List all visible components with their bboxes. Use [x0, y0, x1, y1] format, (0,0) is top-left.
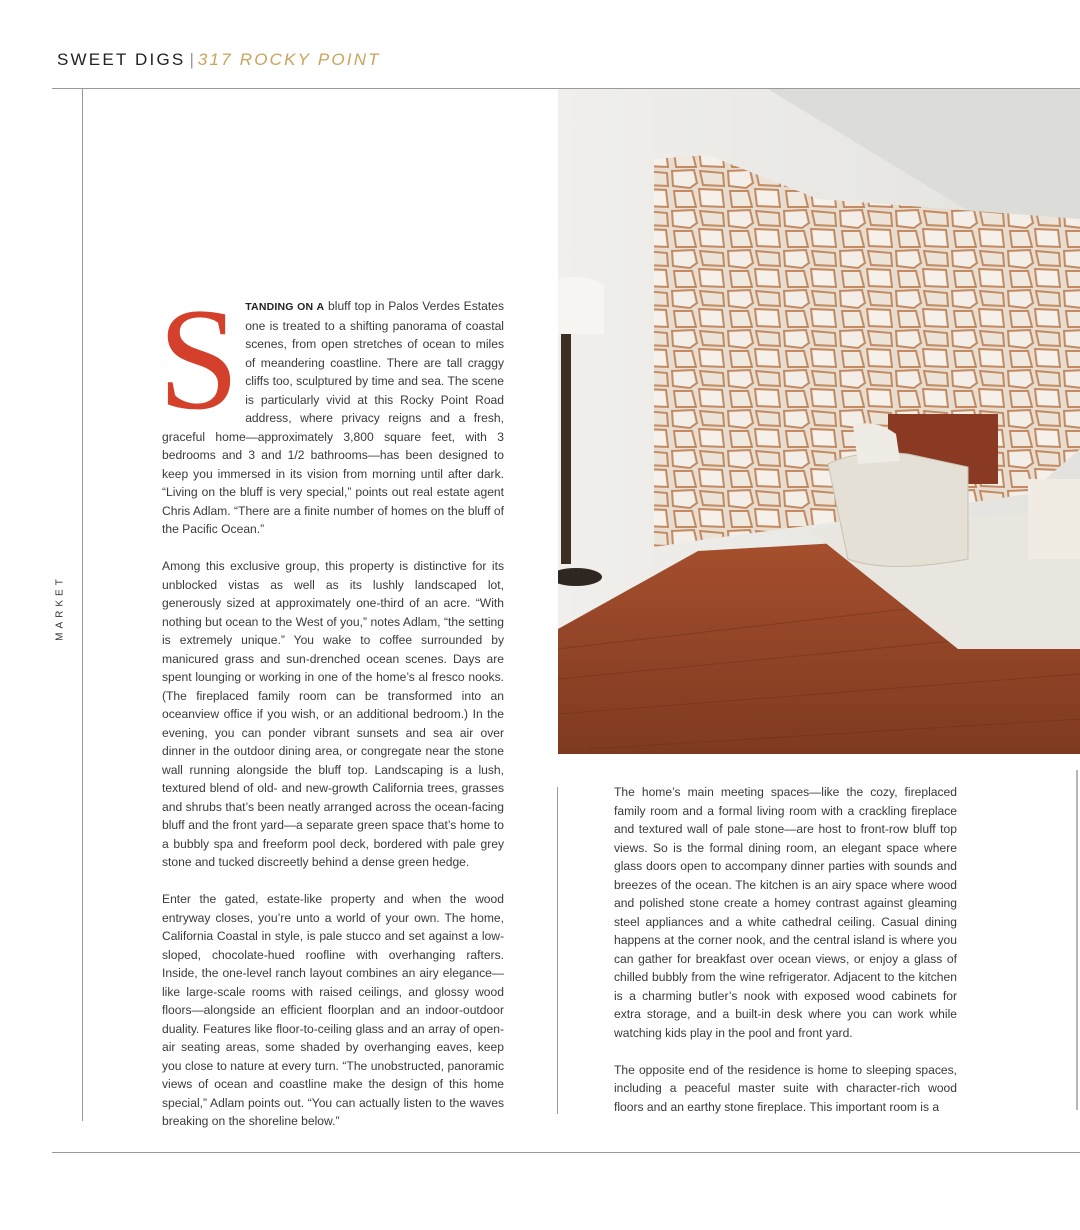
column-divider	[557, 787, 558, 1114]
left-margin-rule	[82, 89, 83, 1121]
article-paragraph-4: The home’s main meeting spaces—like the cozy, fireplaced family room and a formal living room with a crackling fireplace and textured wall of pale stone—are host to front-row bluff top views. So is the formal dining room, an elegant space where glass doors open to accompany dinner parties with sounds and breezes of the ocean. The kitchen is an airy space where wood and polished stone create a homey contrast against gleaming steel appliances and a white cathedral ceiling. Casual dining happens at the corner nook, and the central island is where you can gather for breakfast over ocean views, or enjoy a glass of chilled bubbly from the wine refrigerator. Adjacent to the kitchen is a charming butler’s nook with exposed wood cabinets for extra storage, and a built-in desk where you can work while watching kids play in the pool and front yard.	[614, 785, 957, 1040]
paragraph-1-text: bluff top in Palos Verdes Estates one is treated to a shifting panorama of coastal scenes, from open stretches of ocean to miles of meandering coastline. There are tall craggy cliffs too, sculptured by time and sea. The scene is particularly vivid at this Rocky Point Road address, where privacy reigns and a fresh, graceful home—approximately 3,800 square feet, with 3 bedrooms and 3 and 1/2 bathrooms—has been designed to keep you immersed in its vision from morning until after dark. “Living on the bluff is very special,” points out real estate agent Chris Adlam. “There are a finite number of homes on the bluff of the Pacific Ocean.”	[162, 299, 504, 536]
article-column-right	[614, 783, 957, 1135]
article-paragraph-1	[158, 278, 504, 539]
section-side-label: MARKET	[54, 575, 66, 641]
header-separator: |	[189, 50, 194, 69]
article-column-left	[158, 278, 504, 1149]
section-subtitle: 317 ROCKY POINT	[197, 50, 381, 69]
article-paragraph-3: Enter the gated, estate-like property and when the wood entryway closes, you’re unto a world of your own. The home, California Coastal in style, is pale stucco and set against a low-sloped, chocolate-hued roofline with overhanging rafters. Inside, the one-level ranch layout combines an airy elegance—like large-scale rooms with raised ceilings, and glossy wood floors—alongside an efficient floorplan and an indoor-outdoor duality. Features like floor-to-ceiling glass and an array of open-air seating areas, some shaded by overhanging eaves, keep you close to nature at every turn. “The unobstructed, panoramic views of ocean and coastline make the design of this home special,” Adlam points out. “You can actually listen to the waves breaking on the shoreline below.”	[162, 892, 504, 1128]
right-edge-rule	[1076, 770, 1078, 1110]
bottom-rule	[52, 1152, 1080, 1153]
article-paragraph-2: Among this exclusive group, this property is distinctive for its unblocked vistas as well as its lushly landscaped lot, generously sized at approximately one-third of an acre. “With nothing but ocean to the West of you,” notes Adlam, “the setting is extremely unique.” You wake to coffee surrounded by manicured grass and sun-drenched ocean scenes. Days are spent lounging or working in one of the home’s al fresco nooks. (The fireplaced family room can be transformed into an oceanview office if you wish, or an additional bedroom.) In the evening, you can ponder vibrant sunsets and sea air over dinner in the outdoor dining area, or congregate near the stone wall running alongside the bluff top. Landscaping is a lush, textured blend of old- and new-growth California trees, grasses and shrubs that’s been neatly arranged across the ocean-facing bluff and the front yard—a separate green space that’s home to a bubbly spa and freeform pool deck, bordered with pale grey stone and tucked discreetly behind a dense green hedge.	[162, 559, 504, 869]
drop-cap: S	[158, 278, 240, 440]
living-room-photo	[558, 89, 1080, 754]
article-paragraph-5: The opposite end of the residence is home to sleeping spaces, including a peaceful master suite with character-rich wood floors and an earthy stone fireplace. This important room is a	[614, 1062, 957, 1114]
running-header	[57, 50, 381, 70]
lead-in: TANDING ON A	[245, 301, 325, 313]
section-title: SWEET DIGS	[57, 50, 186, 69]
